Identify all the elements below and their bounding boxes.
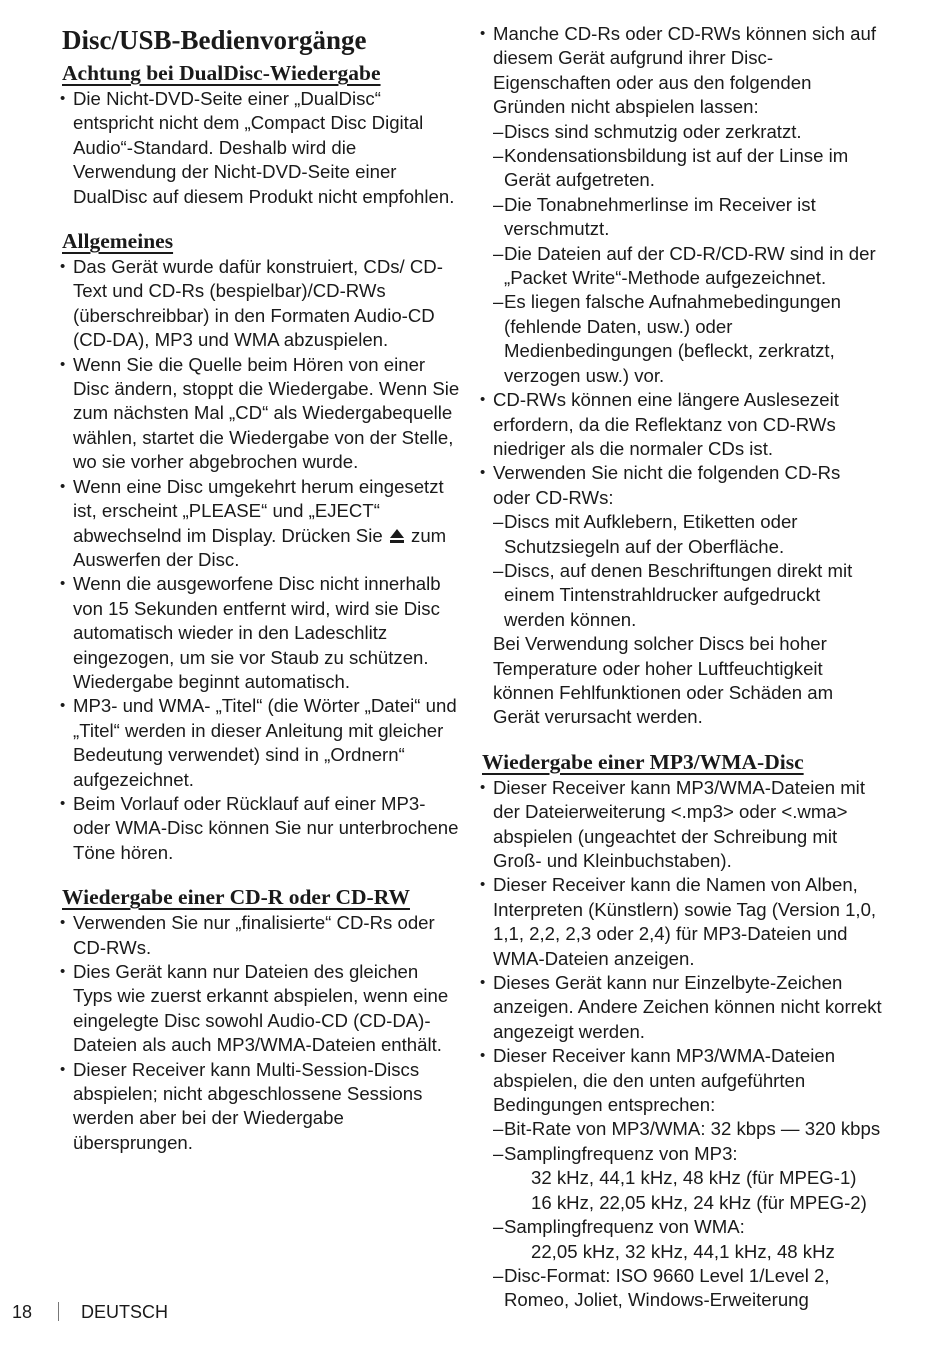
list-item	[482, 461, 882, 632]
left-column	[62, 22, 460, 1173]
list-item-text: Dieser Receiver kann MP3/WMA-Dateien abspielen, die den unten aufgeführten Bedingungen entsprechen:	[493, 1045, 836, 1116]
page-number: 18	[12, 1302, 33, 1322]
list-item: • Das Gerät wurde dafür konstruiert, CDs/ CD-Text und CD-Rs (bespielbar)/CD-RWs (überschreibbar) in den Formaten Audio-CD (CD-DA), MP3 und WMA abzuspielen.	[62, 255, 460, 353]
list-item: • Dieser Receiver kann Multi-Session-Discs abspielen; nicht abgeschlossene Sessions werden aber bei der Wiedergabe übersprungen.	[62, 1058, 460, 1156]
page-footer	[12, 1300, 168, 1324]
bullet-list	[482, 776, 882, 1313]
footer-language: DEUTSCH	[81, 1302, 169, 1322]
sub-list	[493, 510, 882, 632]
sub-list	[493, 120, 882, 388]
section-dualdisc	[62, 59, 460, 209]
list-item: • MP3- und WMA- „Titel“ (die Wörter „Datei“ und „Titel“ werden in dieser Anleitung mit gleicher Bedeutung verwendet) sind in „Ordnern“ aufgezeichnet.	[62, 694, 460, 792]
sub-item-label: Samplingfrequenz von MP3:	[504, 1142, 738, 1164]
sub-item-label: Samplingfrequenz von WMA:	[504, 1216, 745, 1238]
section-heading: Wiedergabe einer CD-R oder CD-RW	[62, 885, 410, 910]
list-item: • Dieses Gerät kann nur Einzelbyte-Zeichen anzeigen. Andere Zeichen können nicht korrekt angezeigt werden.	[482, 971, 882, 1044]
sub-item: – Die Dateien auf der CD-R/CD-RW sind in der „Packet Write“-Methode aufgezeichnet.	[493, 242, 882, 291]
section-cdr-cdrw	[62, 883, 460, 1155]
list-item: • CD-RWs können eine längere Auslesezeit erfordern, da die Reflektanz von CD-RWs niedriger als die normaler CDs ist.	[482, 388, 882, 461]
right-column	[482, 22, 882, 1331]
bullet-list	[62, 255, 460, 865]
list-item-text: Verwenden Sie nicht die folgenden CD-Rs oder CD-RWs:	[493, 462, 841, 508]
section-cdr-continued	[482, 22, 882, 730]
bullet-list	[62, 87, 460, 209]
list-item: • Beim Vorlauf oder Rücklauf auf einer MP3- oder WMA-Disc können Sie nur unterbrochene Töne hören.	[62, 792, 460, 865]
sub-item: – Discs mit Aufklebern, Etiketten oder Schutzsiegeln auf der Oberfläche.	[493, 510, 882, 559]
sub-item: – Discs sind schmutzig oder zerkratzt.	[493, 120, 882, 144]
sub-item	[493, 1142, 882, 1215]
sub-item-value: 22,05 kHz, 32 kHz, 44,1 kHz, 48 kHz	[531, 1240, 835, 1262]
sub-item: – Die Tonabnehmerlinse im Receiver ist verschmutzt.	[493, 193, 882, 242]
sub-item: – Discs, auf denen Beschriftungen direkt mit einem Tintenstrahldrucker aufgedruckt werden können.	[493, 559, 882, 632]
list-item	[482, 1044, 882, 1312]
list-item: • Wenn Sie die Quelle beim Hören von einer Disc ändern, stoppt die Wiedergabe. Wenn Sie zum nächsten Mal „CD“ als Wiedergabequelle wählen, startet die Wiedergabe von der Stelle, wo sie vorher abgebrochen wurde.	[62, 353, 460, 475]
list-item-eject	[62, 475, 460, 573]
sub-item-value: 16 kHz, 22,05 kHz, 24 kHz (für MPEG-2)	[531, 1191, 867, 1213]
sub-item	[493, 1215, 882, 1264]
list-item-text: Manche CD-Rs oder CD-RWs können sich auf diesem Gerät aufgrund ihrer Disc-Eigenschaften oder aus den folgenden Gründen nicht abspielen lassen:	[493, 23, 877, 118]
footer-divider	[58, 1302, 59, 1321]
list-item: • Dies Gerät kann nur Dateien des gleichen Typs wie zuerst erkannt abspielen, wenn eine eingelegte Disc sowohl Audio-CD (CD-DA)-Dateien als auch MP3/WMA-Dateien enthält.	[62, 960, 460, 1058]
list-item-text: zum Auswerfen der Disc.	[73, 524, 447, 570]
list-item: • Verwenden Sie nur „finalisierte“ CD-Rs oder CD-RWs.	[62, 911, 460, 960]
sub-item: – Kondensationsbildung ist auf der Linse im Gerät aufgetreten.	[493, 144, 882, 193]
sub-item-value: 32 kHz, 44,1 kHz, 48 kHz (für MPEG-1)	[531, 1167, 857, 1189]
sub-item: – Bit-Rate von MP3/WMA: 32 kbps — 320 kbps	[493, 1117, 882, 1141]
list-item: • Dieser Receiver kann die Namen von Alben, Interpreten (Künstlern) sowie Tag (Version 1,0, 1,1, 2,2, 2,3 oder 2,4) für MP3-Dateien und WMA-Dateien anzeigen.	[482, 873, 882, 971]
section-heading: Allgemeines	[62, 229, 174, 254]
section-general	[62, 227, 460, 865]
list-item: • Wenn die ausgeworfene Disc nicht innerhalb von 15 Sekunden entfernt wird, wird sie Disc automatisch wieder in den Ladeschlitz eingezogen, um sie vor Staub zu schützen. Wiedergabe beginnt automatisch.	[62, 572, 460, 694]
eject-icon	[390, 529, 404, 543]
bullet-list	[482, 22, 882, 632]
list-item-text: Wenn eine Disc umgekehrt herum eingesetzt ist, erscheint „PLEASE“ und „EJECT“ abwechselnd im Display. Drücken Sie	[73, 475, 444, 546]
list-item: • Die Nicht-DVD-Seite einer „DualDisc“ entspricht nicht dem „Compact Disc Digital Audio“-Standard. Deshalb wird die Verwendung der Nicht-DVD-Seite einer DualDisc auf diesem Produkt nicht empfohlen.	[62, 87, 460, 209]
bullet-list	[62, 911, 460, 1155]
sub-item: – Es liegen falsche Aufnahmebedingungen (fehlende Daten, usw.) oder Medienbedingungen (befleckt, zerkratzt, verzogen usw.) vor.	[493, 290, 882, 388]
note-paragraph: Bei Verwendung solcher Discs bei hoher Temperature oder hoher Luftfeuchtigkeit können Fehlfunktionen oder Schäden am Gerät verursacht werden.	[493, 633, 834, 728]
list-item	[482, 22, 882, 388]
section-heading: Wiedergabe einer MP3/WMA-Disc	[482, 749, 804, 774]
list-item: • Dieser Receiver kann MP3/WMA-Dateien mit der Dateierweiterung <.mp3> oder <.wma> abspielen (ungeachtet der Schreibung mit Groß- und Kleinbuchstaben).	[482, 776, 882, 874]
page-title: Disc/USB-Bedienvorgänge	[62, 25, 367, 55]
section-mp3-wma	[482, 748, 882, 1313]
sub-item: – Disc-Format: ISO 9660 Level 1/Level 2, Romeo, Joliet, Windows-Erweiterung	[493, 1264, 882, 1313]
sub-list	[493, 1117, 882, 1312]
section-heading: Achtung bei DualDisc-Wiedergabe	[62, 61, 381, 85]
